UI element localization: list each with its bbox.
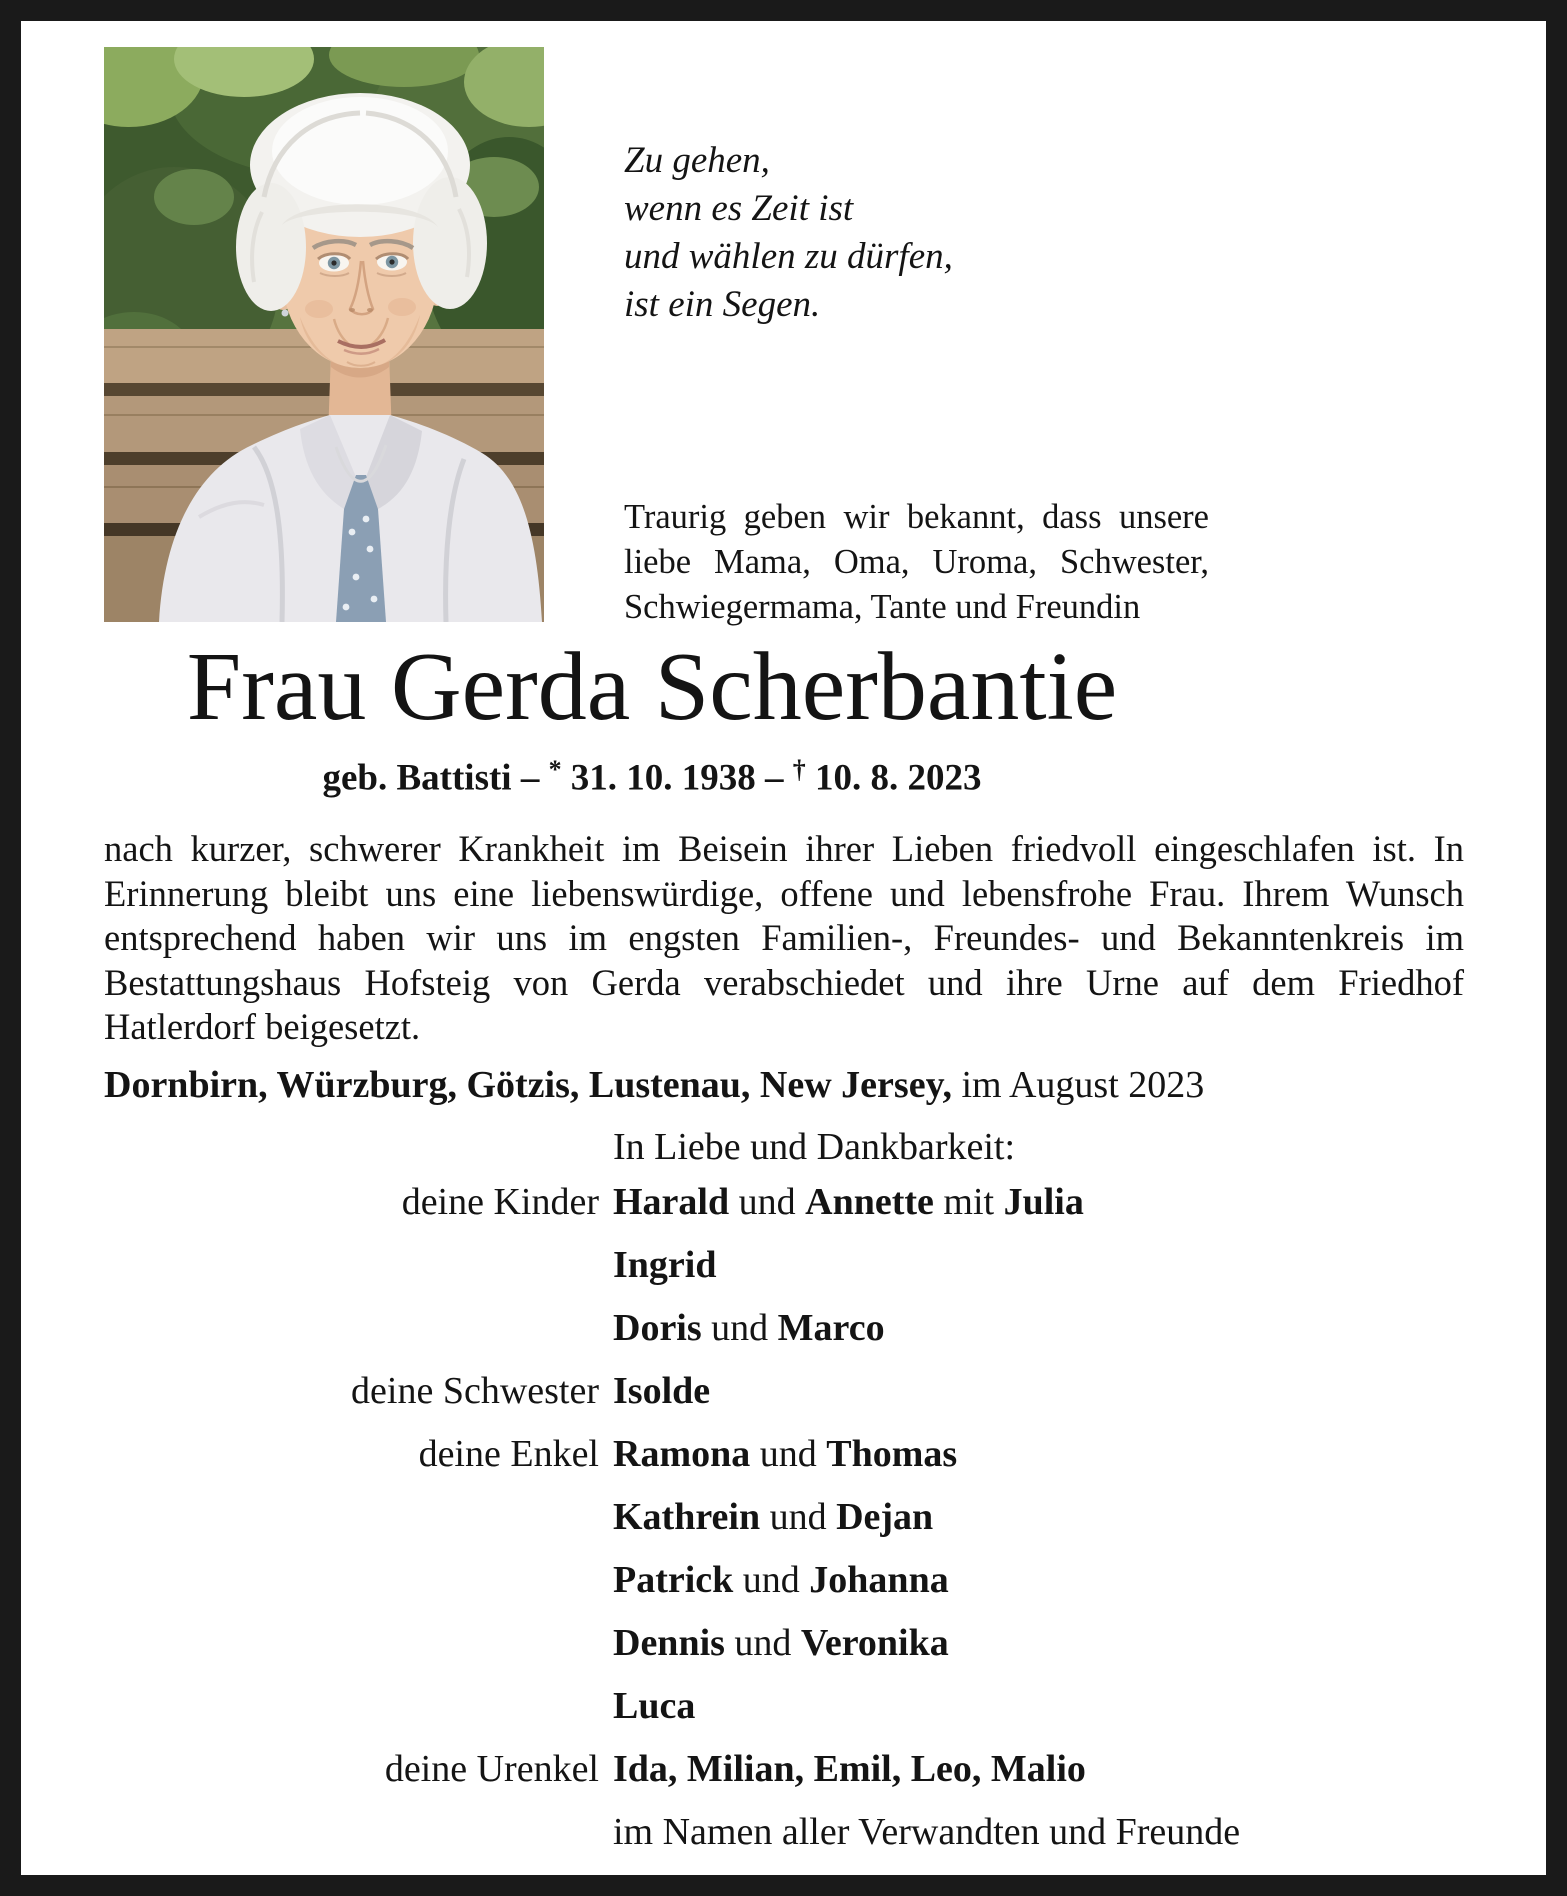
death-cross-symbol: † <box>792 754 806 784</box>
relation-label: deine Schwester <box>351 1370 599 1412</box>
gratitude-line: In Liebe und Dankbarkeit: <box>613 1126 1016 1168</box>
mourner-names: Dennis und Veronika <box>613 1622 949 1664</box>
birth-date: 31. 10. 1938 – <box>561 757 793 799</box>
closing-date: im August 2023 <box>951 1064 1205 1106</box>
relation-label: deine Urenkel <box>384 1748 599 1790</box>
mourner-row <box>21 1549 1546 1612</box>
relation-label <box>21 1801 613 1864</box>
mourner-names: Kathrein und Dejan <box>613 1496 934 1538</box>
deceased-name: Frau Gerda Scherbantie <box>186 633 1118 741</box>
mourner-names: Ramona und Thomas <box>613 1433 958 1475</box>
mourner-names: Harald und Annette mit Julia <box>613 1181 1084 1223</box>
birth-death-line <box>104 755 1200 799</box>
quote-line-3: und wählen zu dürfen, <box>624 236 953 278</box>
portrait-illustration <box>104 47 544 622</box>
relation-label <box>21 1234 613 1297</box>
cities-date-line <box>104 1063 1204 1107</box>
mourner-row <box>21 1423 1546 1486</box>
portrait-photo <box>104 47 544 622</box>
relation-label <box>21 1297 613 1360</box>
maiden-name: geb. Battisti – <box>322 757 549 799</box>
relation-label <box>21 1675 613 1738</box>
mourner-row <box>21 1360 1546 1423</box>
quote-line-2: wenn es Zeit ist <box>624 188 854 230</box>
mourner-row <box>21 1297 1546 1360</box>
mourner-names: Patrick und Johanna <box>613 1559 949 1601</box>
mourner-row <box>21 1675 1546 1738</box>
relation-label <box>21 1486 613 1549</box>
mourner-row <box>21 1801 1546 1864</box>
mourner-row <box>21 1486 1546 1549</box>
mourners-list <box>21 1171 1546 1864</box>
mourner-names: Ida, Milian, Emil, Leo, Malio <box>613 1748 1086 1790</box>
mourner-row <box>21 1738 1546 1801</box>
quote-line-4: ist ein Segen. <box>624 284 821 326</box>
cities-list: Dornbirn, Würzburg, Götzis, Lustenau, New Jersey, <box>104 1064 952 1106</box>
obituary-body: nach kurzer, schwerer Krankheit im Beisein ihrer Lieben friedvoll eingeschlafen ist. In Erinnerung bleibt uns eine liebenswürdige, offene und lebensfrohe Frau. Ihrem Wunsch entsprechend haben wir uns im engsten Familien-, Freundes- und Bekanntenkreis im Bestattungshaus Hofsteig von Gerda verabschiedet und ihre Urne auf dem Friedhof Hatlerdorf beigesetzt. <box>104 828 1464 1048</box>
mourner-names: im Namen aller Verwandten und Freunde <box>613 1811 1241 1853</box>
mourner-names: Doris und Marco <box>613 1307 885 1349</box>
mourner-names: Ingrid <box>613 1244 717 1286</box>
relation-label: deine Enkel <box>418 1433 599 1475</box>
death-date: 10. 8. 2023 <box>805 757 982 799</box>
mourner-row <box>21 1171 1546 1234</box>
title-block <box>104 633 1200 799</box>
quote-line-1: Zu gehen, <box>624 140 770 181</box>
mourner-names: Isolde <box>613 1370 711 1412</box>
mourner-row <box>21 1612 1546 1675</box>
announcement-text: Traurig geben wir bekannt, dass unsere liebe Mama, Oma, Uroma, Schwester, Schwiegermama, Tante und Freundin <box>624 498 1209 626</box>
mourner-names: Luca <box>613 1685 696 1727</box>
relation-label <box>21 1612 613 1675</box>
birth-star-symbol: * <box>548 754 562 784</box>
mourner-row <box>21 1234 1546 1297</box>
relation-label: deine Kinder <box>401 1181 599 1223</box>
relation-label <box>21 1549 613 1612</box>
memorial-quote <box>624 137 953 329</box>
